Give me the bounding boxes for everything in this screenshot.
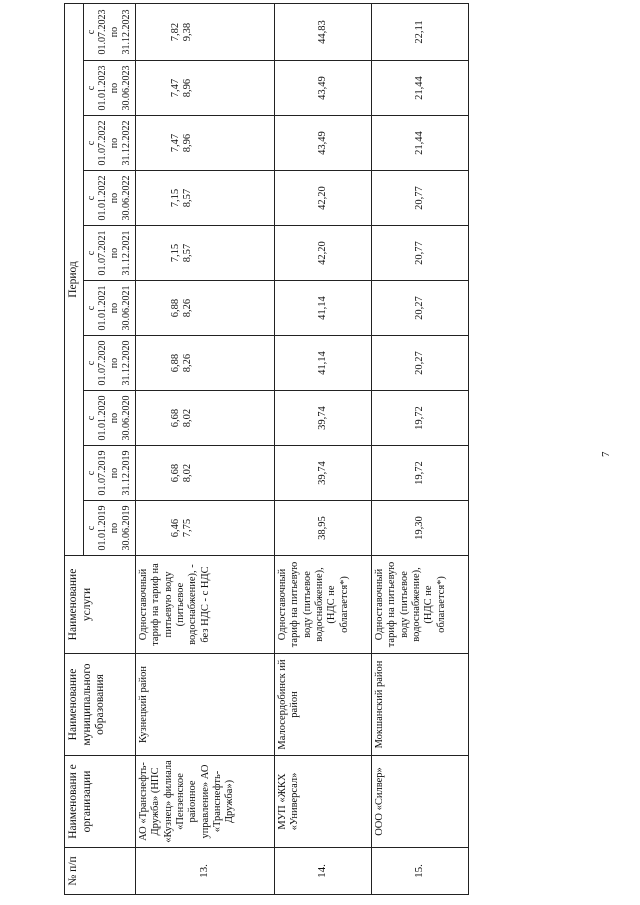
organization-name: МУП «ЖКХ «Универсал» <box>274 756 371 848</box>
tariff-value-cell <box>135 116 274 171</box>
tariff-without-vat: 6,46 <box>169 518 181 538</box>
tariff-without-vat: 7,15 <box>169 243 181 263</box>
tariff-with-vat: 8,96 <box>182 133 194 153</box>
tariff-value-cell: 42,20 <box>274 226 371 281</box>
tariff-value-cell: 19,72 <box>371 446 468 501</box>
tariff-value-cell: 38,95 <box>274 501 371 556</box>
tariff-value-cell: 20,27 <box>371 281 468 336</box>
tariff-value-cell: 39,74 <box>274 391 371 446</box>
table-body <box>135 4 468 895</box>
tariff-without-vat: 6,68 <box>169 463 181 483</box>
tariff-value-cell: 22,11 <box>371 4 468 61</box>
tariff-value-cell <box>135 501 274 556</box>
service-name: Одноставочный тариф на питьевую воду (питьевое водоснабжение), (НДС не облагается*) <box>371 556 468 654</box>
tariff-table <box>64 3 469 895</box>
tariff-with-vat: 7,75 <box>182 518 194 538</box>
period-header-cell: с 01.07.2023 по 31.12.2023 <box>83 4 135 61</box>
period-header-cell: с 01.07.2020 по 31.12.2020 <box>83 336 135 391</box>
tariff-value-cell <box>135 171 274 226</box>
tariff-value-cell <box>135 61 274 116</box>
tariff-value-cell <box>135 391 274 446</box>
tariff-with-vat: 8,26 <box>182 353 194 373</box>
tariff-with-vat: 8,02 <box>182 463 194 483</box>
service-name: Одноставочный тариф на питьевую воду (питьевое водоснабжение), (НДС не облагается*) <box>274 556 371 654</box>
period-header-cell: с 01.07.2019 по 31.12.2019 <box>83 446 135 501</box>
tariff-value-cell: 19,30 <box>371 501 468 556</box>
tariff-with-vat: 8,96 <box>182 78 194 98</box>
tariff-value-cell <box>135 281 274 336</box>
tariff-without-vat: 6,68 <box>169 408 181 428</box>
period-header-cell: с 01.07.2022 по 31.12.2022 <box>83 116 135 171</box>
header-org: Наименовани е организации <box>65 756 136 848</box>
table-row <box>274 4 371 895</box>
tariff-value-cell: 41,14 <box>274 336 371 391</box>
header-service: Наименование услуги <box>65 556 136 654</box>
tariff-value-cell <box>135 446 274 501</box>
period-header-cell: с 01.01.2021 по 30.06.2021 <box>83 281 135 336</box>
period-header-cell: с 01.01.2020 по 30.06.2020 <box>83 391 135 446</box>
tariff-value-cell: 43,49 <box>274 116 371 171</box>
tariff-without-vat: 7,15 <box>169 188 181 208</box>
table-row <box>371 4 468 895</box>
tariff-value-cell: 21,44 <box>371 116 468 171</box>
row-number: 14. <box>274 848 371 895</box>
tariff-value-cell: 20,77 <box>371 226 468 281</box>
organization-name: ООО «Силвер» <box>371 756 468 848</box>
municipality-name: Мокшанский район <box>371 654 468 756</box>
period-header-cell: с 01.07.2021 по 31.12.2021 <box>83 226 135 281</box>
header-municipality: Наименование муниципального образования <box>65 654 136 756</box>
tariff-without-vat: 7,47 <box>169 133 181 153</box>
header-num: № п/п <box>65 848 136 895</box>
municipality-name: Малосердобинск ий район <box>274 654 371 756</box>
tariff-value-cell: 19,72 <box>371 391 468 446</box>
page-number: 7 <box>600 451 612 457</box>
tariff-without-vat: 7,47 <box>169 78 181 98</box>
row-number: 13. <box>135 848 274 895</box>
tariff-value-cell: 21,44 <box>371 61 468 116</box>
municipality-name: Кузнецкий район <box>135 654 274 756</box>
tariff-with-vat: 8,57 <box>182 188 194 208</box>
period-header-cell: с 01.01.2023 по 30.06.2023 <box>83 61 135 116</box>
period-header-cell: с 01.01.2019 по 30.06.2019 <box>83 501 135 556</box>
row-number: 15. <box>371 848 468 895</box>
period-header-cell: с 01.01.2022 по 30.06.2022 <box>83 171 135 226</box>
tariff-without-vat: 7,82 <box>169 22 181 42</box>
tariff-with-vat: 8,26 <box>182 298 194 318</box>
tariff-value-cell <box>135 336 274 391</box>
tariff-value-cell <box>135 226 274 281</box>
tariff-with-vat: 9,38 <box>182 22 194 42</box>
header-period: Период <box>65 4 84 556</box>
tariff-value-cell: 41,14 <box>274 281 371 336</box>
tariff-value-cell: 44,83 <box>274 4 371 61</box>
tariff-value-cell: 42,20 <box>274 171 371 226</box>
tariff-value-cell: 39,74 <box>274 446 371 501</box>
tariff-value-cell: 20,27 <box>371 336 468 391</box>
tariff-without-vat: 6,88 <box>169 353 181 373</box>
table-row <box>135 4 274 895</box>
tariff-value-cell: 20,77 <box>371 171 468 226</box>
header-row <box>65 4 84 895</box>
tariff-with-vat: 8,02 <box>182 408 194 428</box>
tariff-value-cell <box>135 4 274 61</box>
service-name: Одноставочный тариф на тариф на питьевую воду (питьевое водоснабжение), - без НДС - с НДС <box>135 556 274 654</box>
organization-name: АО «Транснефть-Дружба» (НПС «Кузнец» филиала «Пензенское районное управление» АО «Транснефть-Дружба») <box>135 756 274 848</box>
tariff-with-vat: 8,57 <box>182 243 194 263</box>
tariff-value-cell: 43,49 <box>274 61 371 116</box>
tariff-without-vat: 6,88 <box>169 298 181 318</box>
